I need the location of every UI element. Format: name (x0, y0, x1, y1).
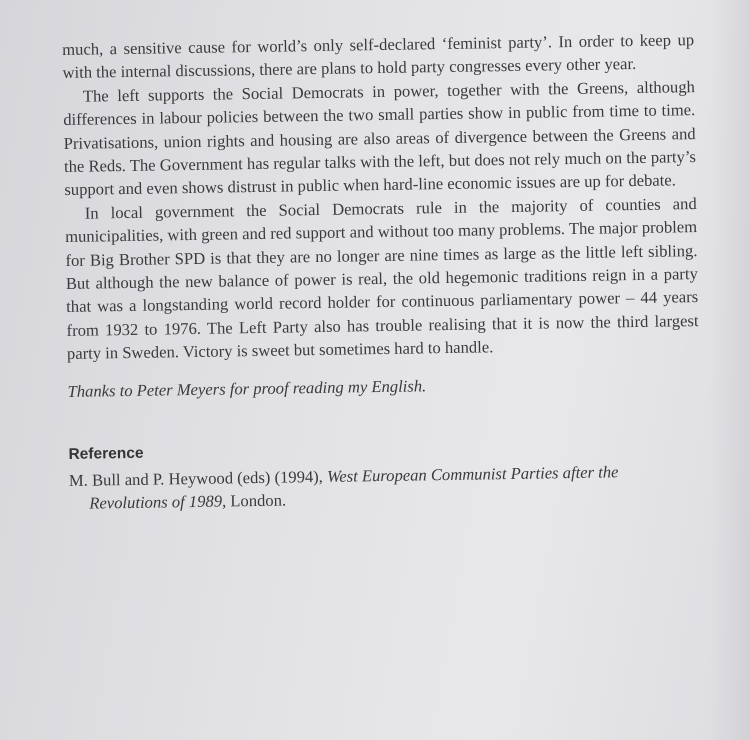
page-text (62, 28, 701, 515)
reference-heading: Reference (68, 444, 144, 464)
reference-title: West European Communist Parties after the Revolutions of 1989 (89, 461, 619, 513)
acknowledgement: Thanks to Peter Meyers for proof reading my English. (67, 376, 427, 401)
reference-entry (69, 459, 702, 516)
reference-authors: M. Bull and P. Heywood (eds) (1994), (68, 466, 324, 490)
paragraph-3: In local government the Social Democrats rule in the majority of counties and municipalities, with green and red support and without too many problems. The major problem for Big Brother SPD is that they are no longer are nine times as large as the little left sibling. But although the new balance of power is real, the old hegemonic traditions reign in a party that was a longstanding world record holder for continuous parliamentary power – 44 years from 1932 to 1976. The Left Party also has trouble realising that it is now the third largest party in Sweden. Victory is sweet but sometimes hard to handle. (64, 193, 699, 364)
reference-place: , London. (221, 490, 287, 511)
paragraph-1: much, a sensitive cause for world’s only self-declared ‘feminist party’. In order to keep up with the internal discussions, there are plans to hold party congresses every other year. (62, 30, 695, 83)
paragraph-2: The left supports the Social Democrats in power, together with the Greens, although differences in labour policies between the two small parties show in public from time to time. Privatisations, union rights and housing are also areas of divergence between the Greens and the Reds. The Government has regular talks with the left, but does not rely much on the party’s support and even shows distrust in public when hard-line economic issues are up for debate. (63, 76, 697, 200)
page-edge-shadow (710, 0, 750, 740)
